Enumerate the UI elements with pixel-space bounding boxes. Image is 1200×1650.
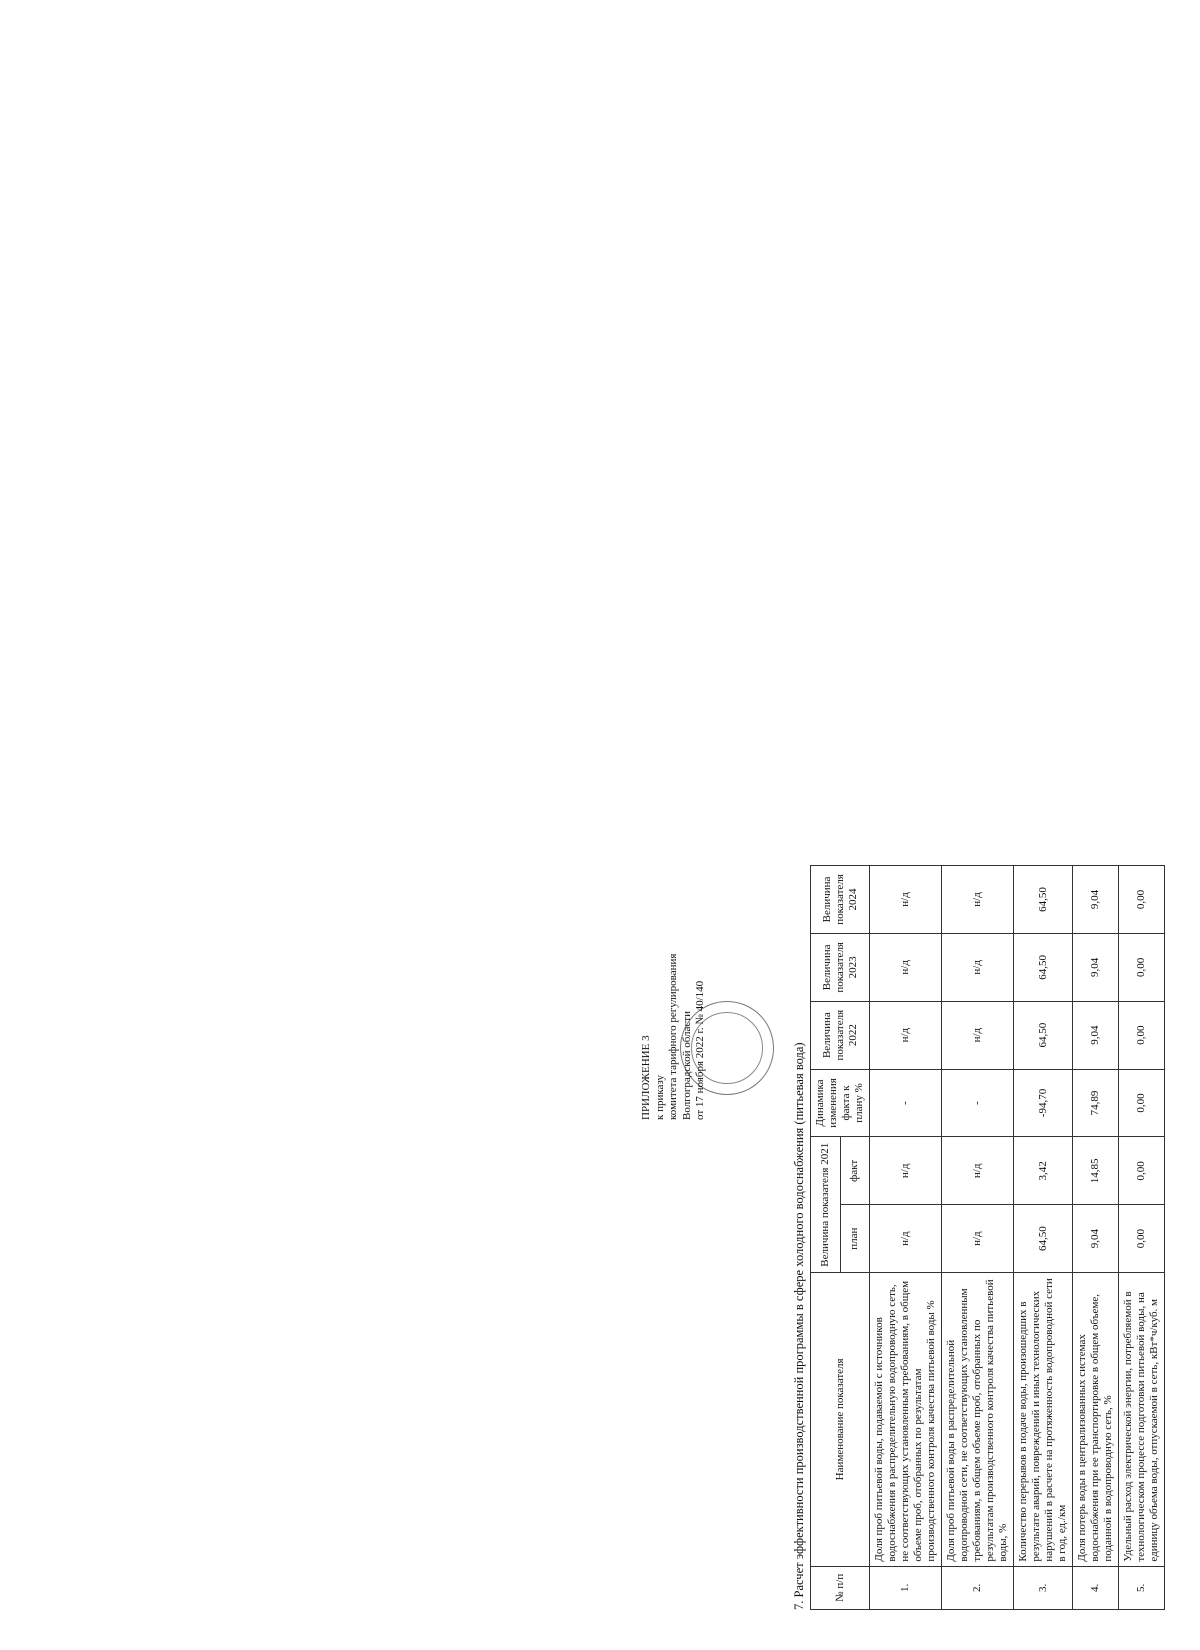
- row-fact: 14,85: [1073, 1137, 1119, 1205]
- header-name: Наименование показателя: [811, 1273, 870, 1567]
- row-plan: н/д: [870, 1205, 942, 1273]
- row-dynamics: 0,00: [1119, 1069, 1165, 1137]
- row-2024: н/д: [870, 866, 942, 934]
- row-name: Количество перерывов в подаче воды, произошедших в результате аварий, повреждений и иных технологических нарушений в расчете на протяженность водопроводной сети в год, ед./км: [1014, 1273, 1073, 1567]
- row-2022: 0,00: [1119, 1001, 1165, 1069]
- table-row: [942, 866, 1014, 1610]
- row-2023: н/д: [942, 933, 1014, 1001]
- row-2022: 9,04: [1073, 1001, 1119, 1069]
- row-num: 3.: [1014, 1566, 1073, 1609]
- row-2023: 64,50: [1014, 933, 1073, 1001]
- header-val2022: Величина показателя 2022: [811, 1001, 870, 1069]
- header-line: комитета тарифного регулирования: [667, 953, 679, 1120]
- row-2024: 0,00: [1119, 866, 1165, 934]
- row-2022: н/д: [942, 1001, 1014, 1069]
- row-name: Доля проб питьевой воды, подаваемой с источников водоснабжения в распределительную водопроводную сеть, не соответствующих установленным требованиям, в общем объеме проб, отобранных по результатам производственного контроля качества питьевой воды %: [870, 1273, 942, 1567]
- row-2024: 64,50: [1014, 866, 1073, 934]
- row-fact: 3,42: [1014, 1137, 1073, 1205]
- row-2022: 64,50: [1014, 1001, 1073, 1069]
- row-2022: н/д: [870, 1001, 942, 1069]
- row-plan: 64,50: [1014, 1205, 1073, 1273]
- row-fact: 0,00: [1119, 1137, 1165, 1205]
- row-plan: 0,00: [1119, 1205, 1165, 1273]
- table-row: [1073, 866, 1119, 1610]
- row-num: 4.: [1073, 1566, 1119, 1609]
- header-line: от 17 ноября 2022 г. № 40/140: [694, 980, 706, 1120]
- header-val2021: Величина показателя 2021: [811, 1137, 841, 1273]
- row-num: 5.: [1119, 1566, 1165, 1609]
- row-num: 1.: [870, 1566, 942, 1609]
- row-2023: 0,00: [1119, 933, 1165, 1001]
- header-line: Волгоградской области: [680, 1011, 693, 1120]
- header-fact: факт: [840, 1137, 870, 1205]
- appendix-header: [640, 850, 708, 1120]
- row-dynamics: -94,70: [1014, 1069, 1073, 1137]
- row-fact: н/д: [870, 1137, 942, 1205]
- table-row: [1119, 866, 1165, 1610]
- row-2023: н/д: [870, 933, 942, 1001]
- header-val2024: Величина показателя 2024: [811, 866, 870, 934]
- row-2024: 9,04: [1073, 866, 1119, 934]
- appendix-title: ПРИЛОЖЕНИЕ 3: [640, 1035, 652, 1120]
- row-plan: н/д: [942, 1205, 1014, 1273]
- row-name: Доля потерь воды в централизованных системах водоснабжения при ее транспортировке в общем объеме, поданной в водопроводную сеть, %: [1073, 1273, 1119, 1567]
- header-val2023: Величина показателя 2023: [811, 933, 870, 1001]
- table-row: [1014, 866, 1073, 1610]
- row-fact: н/д: [942, 1137, 1014, 1205]
- document-page: [640, 850, 1200, 1650]
- row-name: Удельный расход электрической энергии, потребляемой в технологическом процессе подготовки питьевой воды, на единицу объема воды, отпускаемой в сеть, кВт*ч/куб. м: [1119, 1273, 1165, 1567]
- row-plan: 9,04: [1073, 1205, 1119, 1273]
- row-2024: н/д: [942, 866, 1014, 934]
- header-plan: план: [840, 1205, 870, 1273]
- row-dynamics: 74,89: [1073, 1069, 1119, 1137]
- header-dynamics: Динамика изменения факта к плану %: [811, 1069, 870, 1137]
- efficiency-table: [810, 865, 1165, 1610]
- row-dynamics: -: [870, 1069, 942, 1137]
- row-name: Доля проб питьевой воды в распределительной водопроводной сети, не соответствующих установленным требованиям, в общем объеме проб, отобранных по результатам производственного контроля качества питьевой воды, %: [942, 1273, 1014, 1567]
- row-num: 2.: [942, 1566, 1014, 1609]
- row-dynamics: -: [942, 1069, 1014, 1137]
- section-title: 7. Расчет эффективности производственной программы в сфере холодного водоснабжения (питьевая вода): [792, 1042, 806, 1610]
- header-line: к приказу: [653, 1074, 666, 1120]
- header-num: № п/п: [811, 1566, 870, 1609]
- row-2023: 9,04: [1073, 933, 1119, 1001]
- table-row: [870, 866, 942, 1610]
